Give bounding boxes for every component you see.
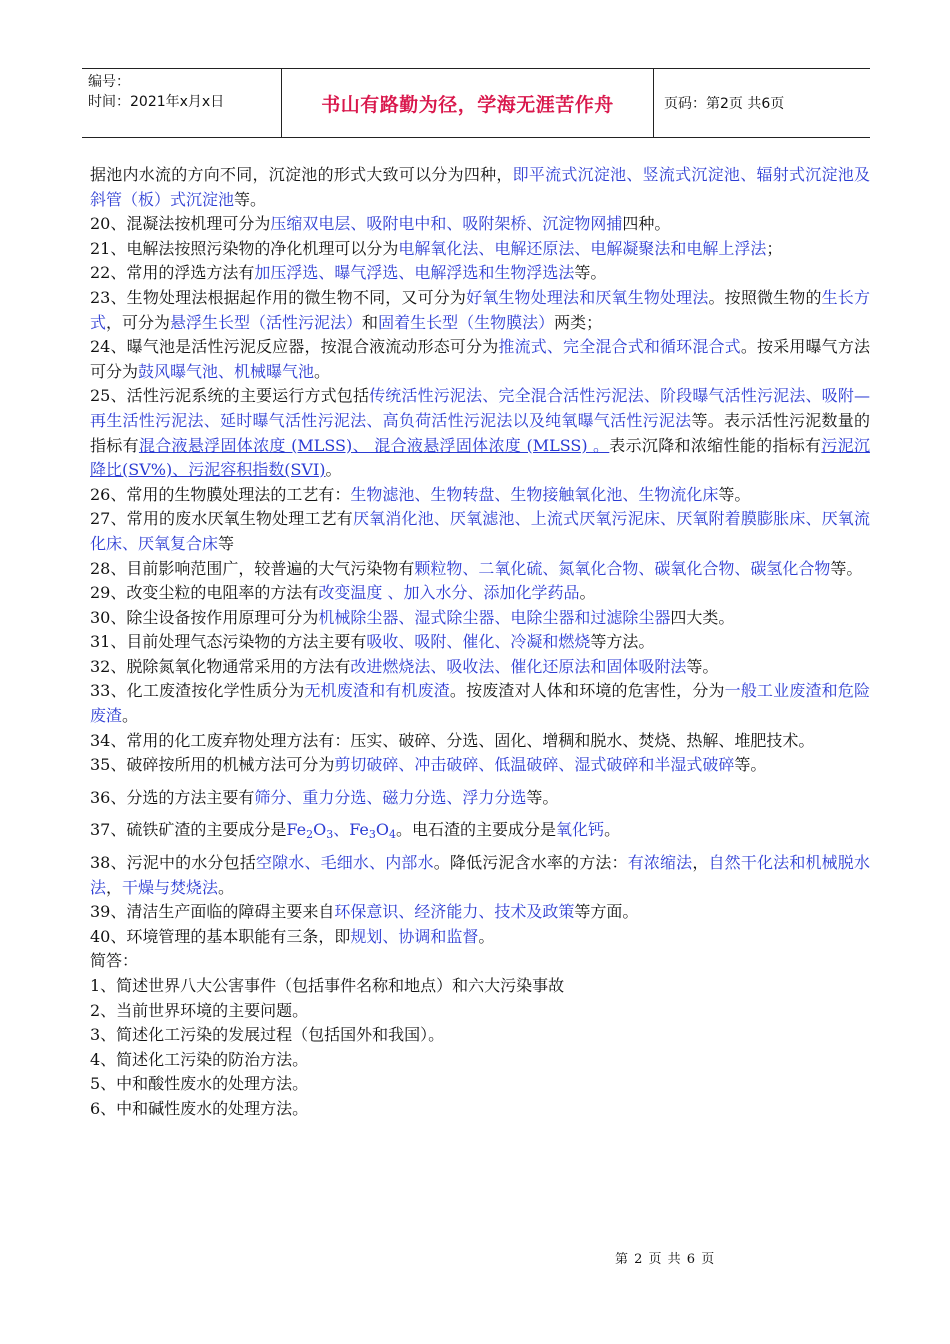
text-line <box>90 237 870 262</box>
text-segment: 。 <box>218 877 235 897</box>
text-segment: 33、化工废渣按化学性质分为 <box>90 681 305 701</box>
text-segment: 。 <box>314 361 331 381</box>
motto: 书山有路勤为径，学海无涯苦作舟 <box>321 93 614 116</box>
text-segment: 24、曝气池是活性污泥反应器，按混合液流动形态可分为 <box>90 337 499 357</box>
highlighted-answer: 电解氧化法、电解还原法、电解凝聚法和电解上浮法 <box>398 238 767 258</box>
text-line <box>90 286 870 335</box>
text-segment: 四种。 <box>622 214 671 234</box>
header-motto-cell <box>282 69 654 137</box>
text-segment: 。 <box>478 926 495 946</box>
text-segment: 5、中和酸性废水的处理方法。 <box>90 1074 309 1094</box>
text-segment: 21、电解法按照污染物的净化机理可以分为 <box>90 238 399 258</box>
highlighted-answer: 污泥沉降比(SV%)、污泥容积指数(SVI) <box>90 435 870 480</box>
text-segment: 等。 <box>234 189 267 209</box>
text-segment: 1、简述世界八大公害事件（包括事件名称和地点）和六大污染事故 <box>90 976 565 995</box>
text-segment: 2、当前世界环境的主要问题。 <box>90 1000 309 1020</box>
highlighted-answer: 机械除尘器、湿式除尘器、电除尘器和过滤除尘器 <box>318 607 671 627</box>
highlighted-answer: 加压浮选、曝气浮选、电解浮选和生物浮选法 <box>254 263 575 283</box>
text-segment: 等 <box>218 533 235 553</box>
text-segment: 等。 <box>526 787 559 807</box>
highlighted-answer: 环保意识、经济能力、技术及政策 <box>334 902 575 922</box>
text-line <box>90 1072 870 1097</box>
highlighted-answer: 鼓风曝气池、机械曝气池 <box>138 361 315 381</box>
text-segment: 40、环境管理的基本职能有三条，即 <box>90 926 351 946</box>
text-segment: 36、分选的方法主要有 <box>90 787 255 807</box>
highlighted-answer: 传统活性污泥法、完全混合活性污泥法、阶段曝气活性污泥法、吸附—再生活性污泥法、延时曝气活性污泥法、高负荷活性污泥法以及纯氧曝气活性污泥法 <box>90 386 870 430</box>
text-line <box>90 851 870 900</box>
highlighted-answer: 剪切破碎、冲击破碎、低温破碎、湿式破碎和半湿式破碎 <box>334 755 735 775</box>
text-line <box>90 974 870 999</box>
code-label: 编号： <box>88 74 130 90</box>
page-footer: 第 2 页 共 6 页 <box>615 1252 716 1267</box>
highlighted-answer: 改变温度 、加入水分、添加化学药品 <box>318 583 580 603</box>
text-segment: 31、目前处理气态污染物的方法主要有 <box>90 632 367 652</box>
page-label: 页码：第2页 共6页 <box>664 96 785 112</box>
text-line <box>90 261 870 286</box>
text-segment: 25、活性污泥系统的主要运行方式包括 <box>90 386 370 406</box>
text-segment: 。 <box>604 820 621 840</box>
text-line <box>90 753 870 778</box>
highlighted-answer: 氧化钙 <box>556 820 605 840</box>
highlighted-answer: 固着生长型（生物膜法） <box>378 312 555 332</box>
text-segment: 26、常用的生物膜处理法的工艺有： <box>90 484 351 504</box>
text-segment: 和 <box>362 312 379 332</box>
text-segment: 等方法。 <box>590 632 655 652</box>
text-segment: 23、生物处理法根据起作用的微生物不同，又可分为 <box>90 287 467 307</box>
highlighted-answer: 自然干化法和机械脱水法 <box>90 853 870 897</box>
text-line <box>90 925 870 950</box>
highlighted-answer: 好氧生物处理法和厌氧生物处理法 <box>466 287 709 307</box>
text-segment: 。降低污泥含水率的方法： <box>433 853 628 873</box>
header-page-cell <box>654 69 870 137</box>
text-segment: 等。 <box>574 263 607 283</box>
text-segment: 34、常用的化工废弃物处理方法有：压实、破碎、分选、固化、增稠和脱水、焚烧、热解、堆肥技术。 <box>90 730 815 750</box>
text-line <box>90 786 870 811</box>
text-segment: 3、简述化工污染的发展过程（包括国外和我国）。 <box>90 1025 445 1045</box>
text-segment: 据池内水流的方向不同，沉淀池的形式大致可以分为四种， <box>90 165 513 184</box>
highlighted-answer: 生长方式 <box>90 287 870 332</box>
text-segment: 。 <box>122 706 139 726</box>
text-segment: 。按采用曝气方法可分为 <box>90 337 870 381</box>
highlighted-answer: 规划、协调和监督 <box>350 926 479 946</box>
time-label: 时间：2021年x月x日 <box>88 94 225 110</box>
highlighted-answer: 干燥与焚烧法 <box>122 877 219 897</box>
highlighted-answer: 3 <box>368 828 376 842</box>
highlighted-answer: 无机废渣和有机废渣 <box>304 681 450 701</box>
page-header <box>82 68 870 138</box>
text-segment: 。电石渣的主要成分是 <box>396 820 557 840</box>
document-body <box>90 163 870 1122</box>
text-segment: 简答： <box>90 951 139 971</box>
text-segment: 等。 <box>734 755 767 775</box>
text-segment: 37、硫铁矿渣的主要成分是 <box>90 820 287 840</box>
text-segment: 29、改变尘粒的电阻率的方法有 <box>90 583 319 603</box>
text-line <box>90 483 870 508</box>
text-line <box>90 729 870 754</box>
header-meta <box>82 69 282 137</box>
highlighted-answer: Fe <box>286 820 307 840</box>
text-segment: 6、中和碱性废水的处理方法。 <box>90 1098 309 1118</box>
text-segment: 等方面。 <box>574 902 639 922</box>
text-line <box>90 630 870 655</box>
highlighted-answer: 颗粒物、二氧化硫、氮氧化合物、碳氧化合物、碳氢化合物 <box>414 558 831 578</box>
highlighted-answer: 混合液悬浮固体浓度 (MLSS)、 混合液悬浮固体浓度 (MLSS) 。 <box>138 435 610 455</box>
text-segment: 35、破碎按所用的机械方法可分为 <box>90 755 335 775</box>
text-line <box>90 163 870 212</box>
text-line <box>90 212 870 237</box>
highlighted-answer: 一般工业废渣和危险废渣 <box>90 681 870 726</box>
highlighted-answer: 空隙水、毛细水、内部水 <box>255 853 434 873</box>
text-segment: 27、常用的废水厌氧生物处理工艺有 <box>90 509 353 529</box>
text-line <box>90 557 870 582</box>
text-segment: 表示沉降和浓缩性能的指标有 <box>609 435 822 455</box>
highlighted-answer: 4 <box>389 828 397 842</box>
text-segment: 等。 <box>718 484 751 504</box>
text-segment: 两类； <box>554 312 603 332</box>
highlighted-answer: O <box>313 820 327 840</box>
text-line <box>90 1097 870 1122</box>
text-segment: 。 <box>579 583 596 603</box>
text-line <box>90 679 870 728</box>
highlighted-answer: 有浓缩法 <box>627 853 693 873</box>
highlighted-answer: 即平流式沉淀池、竖流式沉淀池、辐射式沉淀池及斜管（板）式沉淀池 <box>90 165 870 209</box>
highlighted-answer: 3 <box>326 828 334 842</box>
text-segment: 4、简述化工污染的防治方法。 <box>90 1049 309 1069</box>
text-segment: 。按废渣对人体和环境的危害性，分为 <box>449 681 725 701</box>
text-segment: 22、常用的浮选方法有 <box>90 263 255 283</box>
text-line <box>90 818 870 843</box>
text-segment: 。按照微生物的 <box>708 287 822 307</box>
highlighted-answer: 2 <box>306 828 314 842</box>
text-line <box>90 581 870 606</box>
highlighted-answer: 、Fe <box>333 820 369 840</box>
text-segment: 32、脱除氮氧化物通常采用的方法有 <box>90 656 351 676</box>
highlighted-answer: 生物滤池、生物转盘、生物接触氧化池、生物流化床 <box>350 484 719 504</box>
text-line <box>90 1023 870 1048</box>
text-segment: 等。 <box>686 656 719 676</box>
text-segment: ， <box>106 877 123 897</box>
text-segment: 四大类。 <box>670 607 735 627</box>
highlighted-answer: O <box>375 820 390 840</box>
text-line <box>90 606 870 631</box>
text-line <box>90 949 870 974</box>
highlighted-answer: 压缩双电层、吸附电中和、吸附架桥、沉淀物网捕 <box>270 214 623 234</box>
text-line <box>90 900 870 925</box>
text-segment: 28、目前影响范围广，较普遍的大气污染物有 <box>90 558 415 578</box>
highlighted-answer: 推流式、完全混合式和循环混合式 <box>498 337 741 357</box>
text-segment: 39、清洁生产面临的障碍主要来自 <box>90 902 335 922</box>
text-segment: 等。表示活性污泥数量的指标有 <box>90 410 870 455</box>
text-segment: 20、混凝法按机理可分为 <box>90 214 271 234</box>
text-line <box>90 507 870 556</box>
text-line <box>90 384 870 482</box>
text-segment: 等。 <box>830 558 863 578</box>
text-line <box>90 655 870 680</box>
text-segment: ，可分为 <box>106 312 171 332</box>
highlighted-answer: 厌氧消化池、厌氧滤池、上流式厌氧污泥床、厌氧附着膜膨胀床、厌氧流化床、厌氧复合床 <box>90 509 870 553</box>
text-line <box>90 335 870 384</box>
text-segment: 38、污泥中的水分包括 <box>90 853 256 873</box>
text-segment: 。 <box>325 460 342 480</box>
text-segment: ， <box>692 853 709 873</box>
text-line <box>90 999 870 1024</box>
text-segment: ； <box>766 238 783 258</box>
highlighted-answer: 筛分、重力分选、磁力分选、浮力分选 <box>254 787 527 807</box>
text-segment: 30、除尘设备按作用原理可分为 <box>90 607 319 627</box>
highlighted-answer: 悬浮生长型（活性污泥法） <box>170 312 363 332</box>
highlighted-answer: 吸收、吸附、催化、冷凝和燃烧 <box>366 632 591 652</box>
highlighted-answer: 改进燃烧法、吸收法、催化还原法和固体吸附法 <box>350 656 687 676</box>
text-line <box>90 1048 870 1073</box>
